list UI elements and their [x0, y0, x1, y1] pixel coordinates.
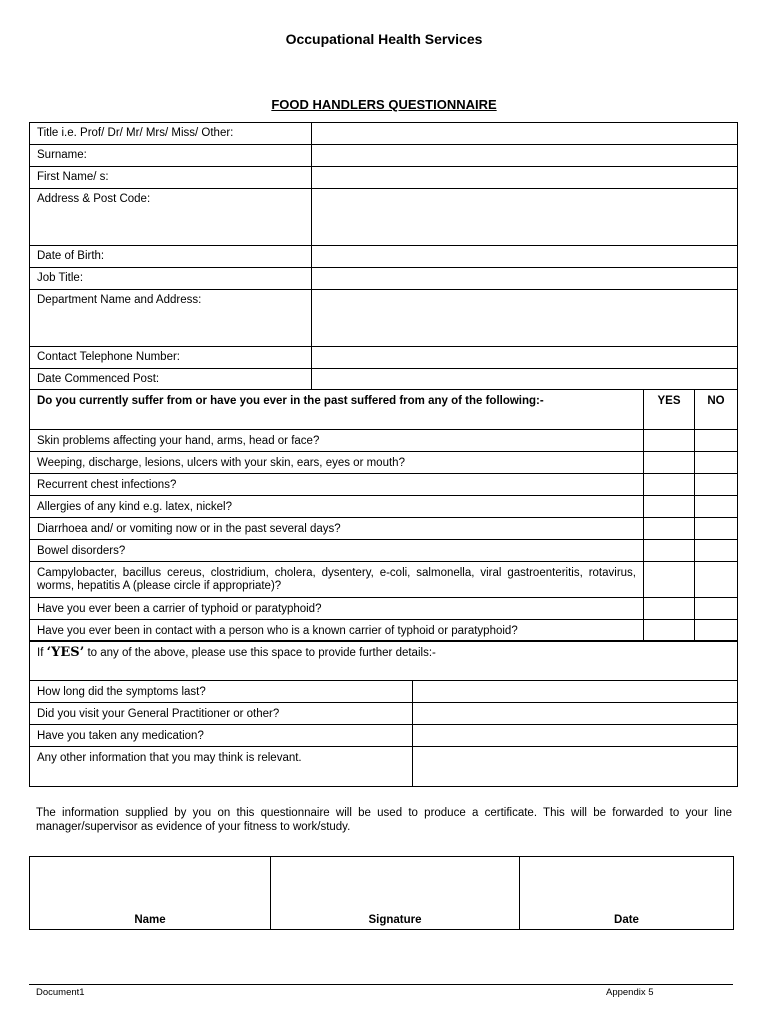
- table-row: [30, 123, 738, 145]
- form-title: FOOD HANDLERS QUESTIONNAIRE: [271, 97, 497, 112]
- question-typhoid-carrier: Have you ever been a carrier of typhoid or paratyphoid?: [30, 598, 644, 620]
- table-row: [30, 347, 738, 369]
- dob-field[interactable]: [312, 246, 738, 268]
- question-skin-problems: Skin problems affecting your hand, arms, head or face?: [30, 430, 644, 452]
- no-checkbox[interactable]: [695, 562, 738, 598]
- no-column-header: NO: [695, 390, 738, 430]
- field-label-job-title: Job Title:: [30, 268, 312, 290]
- table-row: [30, 703, 738, 725]
- question-weeping-discharge: Weeping, discharge, lesions, ulcers with your skin, ears, eyes or mouth?: [30, 452, 644, 474]
- medication-field[interactable]: [413, 725, 738, 747]
- instruction-prefix: If: [37, 647, 44, 659]
- field-label-department: Department Name and Address:: [30, 290, 312, 347]
- table-row: [30, 369, 738, 390]
- date-label: Date: [614, 914, 639, 926]
- yes-checkbox[interactable]: [644, 620, 695, 642]
- department-field[interactable]: [312, 290, 738, 347]
- symptoms-duration-field[interactable]: [413, 681, 738, 703]
- telephone-field[interactable]: [312, 347, 738, 369]
- field-label-first-name: First Name/ s:: [30, 167, 312, 189]
- first-name-field[interactable]: [312, 167, 738, 189]
- table-row: [30, 290, 738, 347]
- table-row: [30, 496, 738, 518]
- table-row: [30, 145, 738, 167]
- form-title-wrap: [0, 97, 768, 112]
- field-label-dob: Date of Birth:: [30, 246, 312, 268]
- personal-details-table: [29, 122, 738, 390]
- date-signature-box[interactable]: [520, 857, 734, 930]
- name-label: Name: [134, 914, 166, 926]
- table-row: [30, 189, 738, 246]
- detail-label-medication: Have you taken any medication?: [30, 725, 413, 747]
- detail-label-symptoms-duration: How long did the symptoms last?: [30, 681, 413, 703]
- table-row: [30, 857, 734, 930]
- footer-divider: [29, 984, 733, 985]
- yes-checkbox[interactable]: [644, 496, 695, 518]
- no-checkbox[interactable]: [695, 496, 738, 518]
- instruction-yes-word: ‘YES’: [46, 645, 85, 660]
- table-row: [30, 540, 738, 562]
- address-field[interactable]: [312, 189, 738, 246]
- detail-label-gp-visit: Did you visit your General Practitioner or other?: [30, 703, 413, 725]
- instruction-suffix: to any of the above, please use this space to provide further details:-: [87, 647, 436, 659]
- signature-box[interactable]: [271, 857, 520, 930]
- signature-label: Signature: [368, 914, 422, 926]
- question-bowel-disorders: Bowel disorders?: [30, 540, 644, 562]
- footer-document-name: Document1: [36, 987, 85, 998]
- yes-checkbox[interactable]: [644, 562, 695, 598]
- footer-appendix: Appendix 5: [606, 987, 654, 998]
- health-questions-table: [29, 389, 738, 642]
- gp-visit-field[interactable]: [413, 703, 738, 725]
- question-allergies: Allergies of any kind e.g. latex, nickel?: [30, 496, 644, 518]
- question-infections-list: Campylobacter, bacillus cereus, clostridium, cholera, dysentery, e-coli, salmonella, viral gastroenteritis, rotavirus, worms, hepatitis A (please circle if appropriate)?: [30, 562, 644, 598]
- question-diarrhoea-vomiting: Diarrhoea and/ or vomiting now or in the past several days?: [30, 518, 644, 540]
- table-row: [30, 598, 738, 620]
- name-signature-box[interactable]: [30, 857, 271, 930]
- signature-table: [29, 856, 734, 930]
- table-row: [30, 725, 738, 747]
- table-row: [30, 641, 738, 681]
- organisation-name: Occupational Health Services: [285, 31, 483, 47]
- other-info-field[interactable]: [413, 747, 738, 787]
- further-details-table: [29, 640, 738, 787]
- no-checkbox[interactable]: [695, 540, 738, 562]
- table-row: [30, 430, 738, 452]
- question-typhoid-contact: Have you ever been in contact with a person who is a known carrier of typhoid or paratyphoid?: [30, 620, 644, 642]
- table-row: [30, 474, 738, 496]
- yes-checkbox[interactable]: [644, 430, 695, 452]
- table-row: [30, 390, 738, 430]
- no-checkbox[interactable]: [695, 620, 738, 642]
- field-label-telephone: Contact Telephone Number:: [30, 347, 312, 369]
- title-field[interactable]: [312, 123, 738, 145]
- table-row: [30, 268, 738, 290]
- yes-checkbox[interactable]: [644, 598, 695, 620]
- field-label-title: Title i.e. Prof/ Dr/ Mr/ Mrs/ Miss/ Other:: [30, 123, 312, 145]
- yes-checkbox[interactable]: [644, 474, 695, 496]
- date-commenced-field[interactable]: [312, 369, 738, 390]
- no-checkbox[interactable]: [695, 430, 738, 452]
- table-row: [30, 747, 738, 787]
- table-row: [30, 620, 738, 642]
- field-label-surname: Surname:: [30, 145, 312, 167]
- table-row: [30, 452, 738, 474]
- question-chest-infections: Recurrent chest infections?: [30, 474, 644, 496]
- further-details-instruction: [30, 641, 738, 681]
- table-row: [30, 167, 738, 189]
- field-label-date-commenced: Date Commenced Post:: [30, 369, 312, 390]
- detail-label-other-info: Any other information that you may think is relevant.: [30, 747, 413, 787]
- surname-field[interactable]: [312, 145, 738, 167]
- table-row: [30, 246, 738, 268]
- no-checkbox[interactable]: [695, 474, 738, 496]
- health-question-heading: Do you currently suffer from or have you ever in the past suffered from any of the following:-: [30, 390, 644, 430]
- yes-checkbox[interactable]: [644, 540, 695, 562]
- no-checkbox[interactable]: [695, 452, 738, 474]
- yes-column-header: YES: [644, 390, 695, 430]
- yes-checkbox[interactable]: [644, 518, 695, 540]
- yes-checkbox[interactable]: [644, 452, 695, 474]
- table-row: [30, 681, 738, 703]
- field-label-address: Address & Post Code:: [30, 189, 312, 246]
- certificate-note: The information supplied by you on this questionnaire will be used to produce a certificate. This will be forwarded to your line manager/supervisor as evidence of your fitness to work/study.: [36, 807, 732, 833]
- no-checkbox[interactable]: [695, 518, 738, 540]
- no-checkbox[interactable]: [695, 598, 738, 620]
- job-title-field[interactable]: [312, 268, 738, 290]
- table-row: [30, 518, 738, 540]
- table-row: [30, 562, 738, 598]
